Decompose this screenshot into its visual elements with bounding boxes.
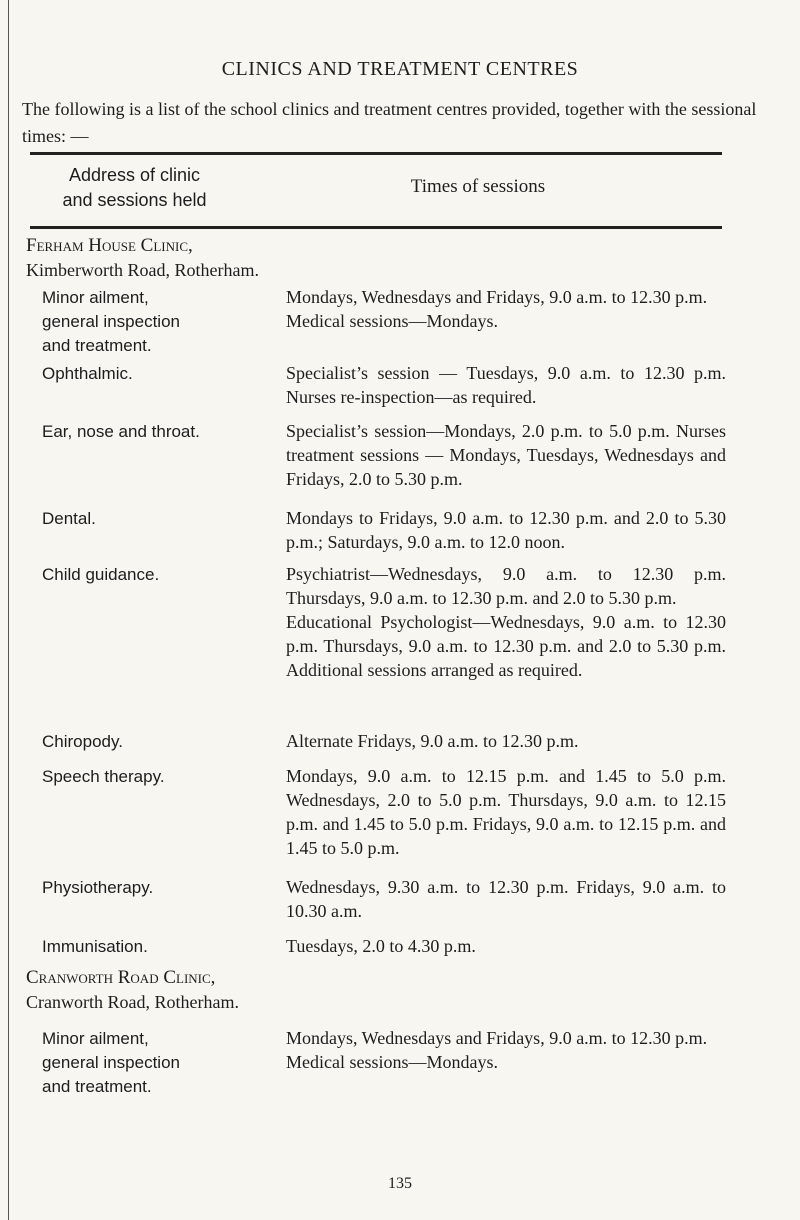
session-label: Speech therapy.	[42, 767, 165, 786]
session-label: Dental.	[42, 509, 96, 528]
clinic-heading	[26, 233, 306, 283]
table-top-rule	[30, 152, 722, 155]
session-times: Mondays, 9.0 a.m. to 12.15 p.m. and 1.45 to 5.0 p.m. Wednesdays, 2.0 to 5.0 p.m. Thursdays, 9.0 a.m. to 12.15 p.m. and 1.45 to 5.0 p.m. Fridays, 9.0 a.m. to 12.15 p.m. and 1.45 to 5.0 p.m.	[286, 766, 726, 858]
session-times: Tuesdays, 2.0 to 4.30 p.m.	[286, 936, 476, 956]
session-times: Specialist’s session — Tuesdays, 9.0 a.m. to 12.30 p.m. Nurses re-inspection—as required.	[286, 363, 726, 407]
session-label: Ophthalmic.	[42, 364, 133, 383]
session-times: Mondays, Wednesdays and Fridays, 9.0 a.m. to 12.30 p.m. Medical sessions—Mondays.	[286, 1028, 708, 1072]
session-label: Child guidance.	[42, 565, 160, 584]
session-times: Alternate Fridays, 9.0 a.m. to 12.30 p.m.	[286, 731, 579, 751]
column-header-times: Times of sessions	[410, 176, 546, 197]
clinic-name: Ferham House Clinic,	[26, 235, 193, 256]
session-label: Minor ailment, general inspection and treatment.	[42, 288, 180, 355]
session-times: Specialist’s session—Mondays, 2.0 p.m. to 5.0 p.m. Nurses treatment sessions — Mondays, Tuesdays, Wednesdays and Fridays, 2.0 to 5.30 p.m.	[286, 421, 726, 489]
page-number: 135	[388, 1175, 412, 1192]
clinic-name: Cranworth Road Clinic,	[26, 967, 216, 988]
session-label: Physiotherapy.	[42, 878, 154, 897]
session-label: Minor ailment, general inspection and treatment.	[42, 1029, 180, 1096]
intro-paragraph: The following is a list of the school clinics and treatment centres provided, together with the sessional times: —	[22, 99, 757, 146]
clinic-heading	[26, 965, 306, 1015]
clinic-address: Cranworth Road, Rotherham.	[26, 992, 239, 1012]
left-margin-line	[8, 0, 9, 1220]
session-label: Ear, nose and throat.	[42, 422, 200, 441]
session-label: Immunisation.	[42, 937, 148, 956]
session-times: Mondays to Fridays, 9.0 a.m. to 12.30 p.m. and 2.0 to 5.30 p.m.; Saturdays, 9.0 a.m. to 12.0 noon.	[286, 508, 726, 552]
session-times: Psychiatrist—Wednesdays, 9.0 a.m. to 12.30 p.m. Thursdays, 9.0 a.m. to 12.30 p.m. and 2.0 to 5.30 p.m. Educational Psychologist—Wednesdays, 9.0 a.m. to 12.30 p.m. Thursdays, 9.0 a.m. to 12.30 p.m. and 2.0 to 5.30 p.m. Additional sessions arranged as required.	[286, 564, 726, 680]
session-times: Mondays, Wednesdays and Fridays, 9.0 a.m. to 12.30 p.m. Medical sessions—Mondays.	[286, 287, 708, 331]
session-label: Chiropody.	[42, 732, 123, 751]
table-header-rule	[30, 226, 722, 229]
column-header-address: Address of clinic and sessions held	[62, 165, 207, 210]
clinic-address: Kimberworth Road, Rotherham.	[26, 260, 259, 280]
page-title: CLINICS AND TREATMENT CENTRES	[221, 58, 579, 80]
session-times: Wednesdays, 9.30 a.m. to 12.30 p.m. Fridays, 9.0 a.m. to 10.30 a.m.	[286, 877, 726, 921]
